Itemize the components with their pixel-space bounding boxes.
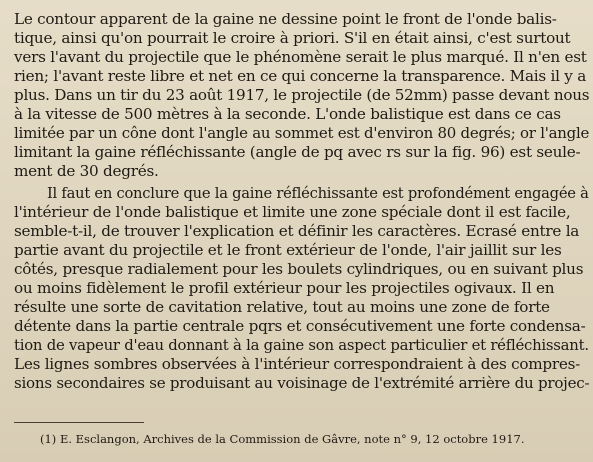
footnote: (1) E. Esclangon, Archives de la Commission de Gâvre, note n° 9, 12 octobre 1917. xyxy=(40,432,525,446)
text-line: Le contour apparent de la gaine ne dessine point le front de l'onde balis- xyxy=(14,10,557,28)
text-line: détente dans la partie centrale pqrs et consécutivement une forte condensa- xyxy=(14,317,586,335)
text-line: ment de 30 degrés. xyxy=(14,162,159,180)
text-line: Les lignes sombres observées à l'intérieur correspondraient à des compres- xyxy=(14,355,581,373)
text-line: partie avant du projectile et le front extérieur de l'onde, l'air jaillit sur les xyxy=(14,241,562,259)
text-line: tion de vapeur d'eau donnant à la gaine son aspect particulier et réfléchissant. xyxy=(14,336,589,354)
text-line: semble-t-il, de trouver l'explication et définir les caractères. Ecrasé entre la xyxy=(14,222,580,240)
text-line: résulte une sorte de cavitation relative, tout au moins une zone de forte xyxy=(14,298,550,316)
text-line: limitée par un cône dont l'angle au sommet est d'environ 80 degrés; or l'angle xyxy=(14,124,590,142)
text-line: Il faut en conclure que la gaine réfléchissante est profondément engagée à xyxy=(47,184,589,202)
text-line: tique, ainsi qu'on pourrait le croire à priori. S'il en était ainsi, c'est surtout xyxy=(14,29,571,47)
text-line: sions secondaires se produisant au voisinage de l'extrémité arrière du projec- xyxy=(14,374,590,392)
text-line: plus. Dans un tir du 23 août 1917, le projectile (de 52mm) passe devant nous xyxy=(14,86,590,104)
text-line: rien; l'avant reste libre et net en ce qui concerne la transparence. Mais il y a xyxy=(14,67,587,85)
footnote-rule xyxy=(14,422,144,423)
text-line: vers l'avant du projectile que le phénomène serait le plus marqué. Il n'en est xyxy=(14,48,587,66)
text-line: ou moins fidèlement le profil extérieur pour les projectiles ogivaux. Il en xyxy=(14,279,555,297)
text-line: côtés, presque radialement pour les boulets cylindriques, ou en suivant plus xyxy=(14,260,584,278)
text-line: limitant la gaine réfléchissante (angle de pq avec rs sur la fig. 96) est seule- xyxy=(14,143,581,161)
text-line: à la vitesse de 500 mètres à la seconde. L'onde balistique est dans ce cas xyxy=(14,105,561,123)
text-line: l'intérieur de l'onde balistique et limite une zone spéciale dont il est facile, xyxy=(14,203,571,221)
